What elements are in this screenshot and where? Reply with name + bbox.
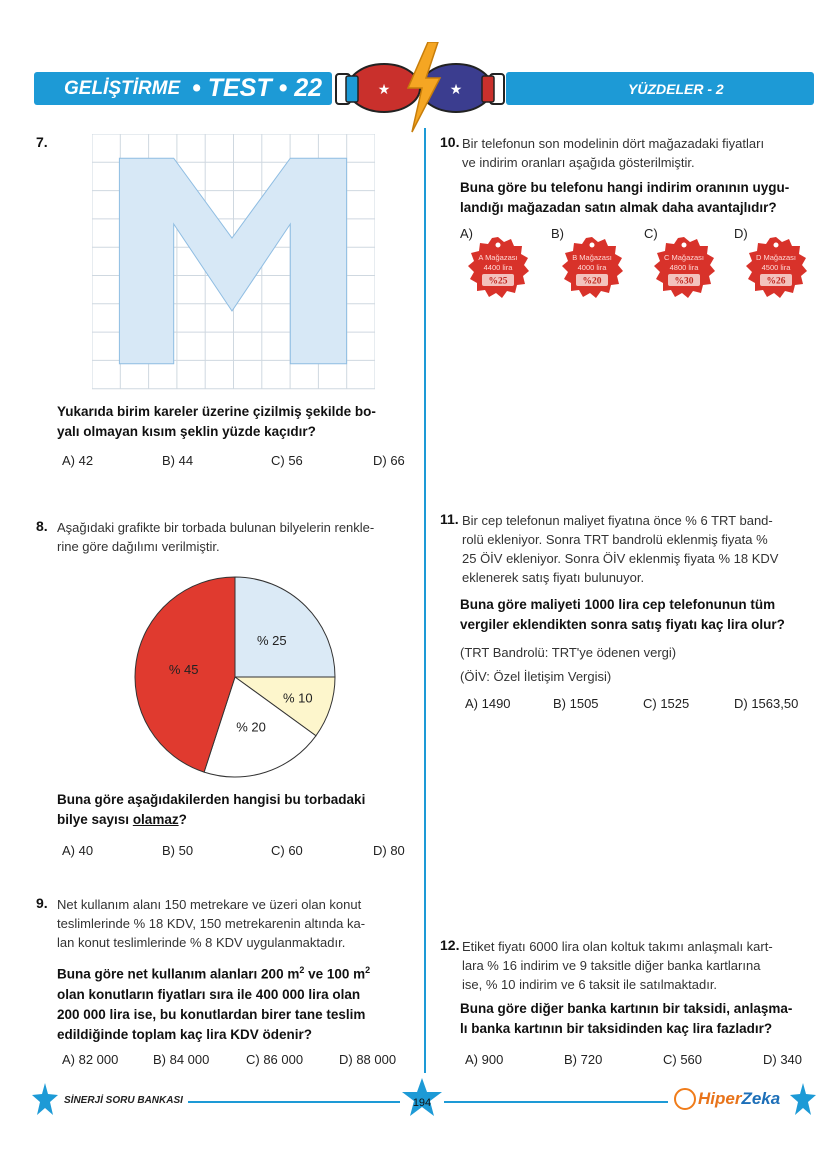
footer-right-star-icon: [790, 1083, 816, 1117]
brand-name-zeka: Zeka: [741, 1089, 781, 1108]
q10-tag-d-store: D Mağazası: [755, 253, 797, 262]
q12-option-a[interactable]: A) 900: [465, 1052, 504, 1067]
footer-series: SİNERJİ SORU BANKASI: [64, 1095, 183, 1106]
q11-option-b[interactable]: B) 1505: [553, 696, 599, 711]
q7-option-a[interactable]: A) 42: [62, 453, 94, 468]
q8-question-mark: ?: [178, 812, 187, 827]
q10-tag-a-discount: %25: [488, 276, 508, 287]
q12-question: Buna göre diğer banka kartının bir taksidi, anlaşma- lı banka kartının bir taksidinden kaç lira fazladır?: [460, 1001, 793, 1036]
footer-line-left: [188, 1101, 400, 1103]
q10-tag-a-store: A Mağazası: [478, 253, 518, 262]
q10-price-tag-b[interactable]: [560, 236, 624, 300]
q9-option-b[interactable]: B) 84 000: [153, 1052, 210, 1067]
q11-option-d[interactable]: D) 1563,50: [734, 696, 799, 711]
q10-option-c-letter[interactable]: C): [644, 226, 658, 241]
q10-price-tag-c[interactable]: [652, 236, 716, 300]
q10-tag-c-price: 4800 lira: [669, 263, 699, 272]
q12-option-d[interactable]: D) 340: [763, 1052, 803, 1067]
q11-note-trt: (TRT Bandrolü: TRT'ye ödenen vergi): [460, 645, 677, 660]
footer-left-star-icon: [32, 1083, 58, 1117]
q9-option-a[interactable]: A) 82 000: [62, 1052, 119, 1067]
q9-sup-2: 2: [365, 965, 371, 975]
q9-option-d[interactable]: D) 88 000: [339, 1052, 397, 1067]
q8-intro: Aşağıdaki grafikte bir torbada bulunan bilyelerin renkle- rine göre dağılımı verilmiştir.: [57, 520, 375, 554]
header-left-title: GELİŞTİRME: [64, 78, 181, 99]
column-divider: [424, 128, 426, 1073]
q8-number: 8.: [36, 518, 48, 534]
q9-question: [57, 960, 417, 1045]
q8-option-d[interactable]: D) 80: [373, 843, 405, 858]
q12-intro: Etiket fiyatı 6000 lira olan koltuk takımı anlaşmalı kart- lara % 16 indirim ve 9 taksitle diğer banka kartlarına ise, % 10 indirim ve 6 taksit ile satılmaktadır.: [462, 939, 773, 992]
q10-tag-b-discount: %20: [582, 276, 602, 287]
q10-tag-b-price: 4000 lira: [577, 263, 607, 272]
q10-option-b-letter[interactable]: B): [551, 226, 564, 241]
q8-option-b[interactable]: B) 50: [162, 843, 194, 858]
q9-question-part2: ve 100 m: [304, 966, 366, 982]
pie-label: % 45: [168, 661, 199, 677]
q7-option-d[interactable]: D) 66: [373, 453, 405, 468]
q7-number: 7.: [36, 134, 48, 150]
q9-intro: Net kullanım alanı 150 metrekare ve üzeri olan konut teslimlerinde % 18 KDV, 150 metrekarenin altında ka- lan konut teslimlerinde % 8 KDV uygulanmaktadır.: [57, 897, 366, 950]
q11-option-a[interactable]: A) 1490: [465, 696, 511, 711]
test-label: • TEST • 22: [192, 74, 323, 102]
q10-intro: Bir telefonun son modelinin dört mağazadaki fiyatları ve indirim oranları aşağıda gösterilmiştir.: [462, 136, 765, 170]
brand-logo-icon: [674, 1088, 696, 1110]
footer-line-right: [444, 1101, 668, 1103]
page-number: 194: [412, 1097, 432, 1109]
q11-question: Buna göre maliyeti 1000 lira cep telefonunun tüm vergiler eklendikten sonra satış fiyatı kaç lira olur?: [460, 597, 785, 632]
pie-label: % 25: [256, 633, 287, 649]
q11-intro: Bir cep telefonun maliyet fiyatına önce % 6 TRT band- rolü ekleniyor. Sonra TRT bandrolü eklenmiş fiyata % 25 ÖİV ekleniyor. Sonra ÖİV eklenmiş fiyata % 18 KDV eklenerek satış fiyatı bulunuyor.: [462, 513, 779, 585]
q9-question-part1: Buna göre net kullanım alanları 200 m: [57, 966, 300, 982]
q11-option-c[interactable]: C) 1525: [643, 696, 690, 711]
q10-option-a-letter[interactable]: A): [460, 226, 473, 241]
pie-slice: [235, 577, 335, 677]
q7-question: Yukarıda birim kareler üzerine çizilmiş şekilde bo- yalı olmayan kısım şeklin yüzde kaçıdır?: [57, 404, 376, 439]
boxing-gloves-lightning-icon: [332, 42, 508, 134]
q7-option-b[interactable]: B) 44: [162, 453, 194, 468]
q7-grid-figure: [92, 134, 375, 390]
q10-tag-d-discount: %26: [766, 276, 786, 287]
q8-question-text: Buna göre aşağıdakilerden hangisi bu torbadaki bilye sayısı: [57, 792, 366, 827]
q10-option-d-letter[interactable]: D): [734, 226, 748, 241]
svg-text:★: ★: [377, 82, 391, 98]
q9-sup-1: 2: [299, 965, 305, 975]
q8-option-c[interactable]: C) 60: [271, 843, 303, 858]
q11-number: 11.: [440, 511, 459, 527]
q10-tag-d-price: 4500 lira: [761, 263, 791, 272]
q10-tag-b-store: B Mağazası: [572, 253, 612, 262]
brand-name: [698, 1089, 780, 1109]
header-right-title: YÜZDELER - 2: [628, 81, 724, 97]
q10-price-tag-a[interactable]: [466, 236, 530, 300]
q9-option-c[interactable]: C) 86 000: [246, 1052, 304, 1067]
page-number-star: [402, 1078, 442, 1118]
q8-question: [57, 790, 412, 830]
pie-label: % 20: [236, 719, 266, 735]
q8-option-a[interactable]: A) 40: [62, 843, 94, 858]
q10-tag-a-price: 4400 lira: [483, 263, 513, 272]
q7-option-c[interactable]: C) 56: [271, 453, 303, 468]
q10-price-tag-d[interactable]: [744, 236, 808, 300]
q11-note-oiv: (ÖİV: Özel İletişim Vergisi): [460, 669, 612, 684]
q10-question: Buna göre bu telefonu hangi indirim oranının uygu- landığı mağazadan satın almak daha avantajlıdır?: [460, 180, 790, 215]
svg-text:★: ★: [449, 82, 463, 98]
q12-number: 12.: [440, 937, 460, 953]
q10-tag-c-store: C Mağazası: [663, 253, 705, 262]
brand-name-hiper: Hiper: [698, 1089, 742, 1108]
q8-question-underlined: olamaz: [132, 812, 179, 827]
pie-label: % 10: [282, 690, 313, 706]
q10-number: 10.: [440, 134, 460, 150]
q12-option-c[interactable]: C) 560: [663, 1052, 703, 1067]
q8-pie-chart: [130, 572, 340, 782]
q10-tag-c-discount: %30: [674, 276, 694, 287]
q9-question-rest: olan konutların fiyatları sıra ile 400 000 lira olan 200 000 lira ise, bu konutlardan birer tane teslim edildiğinde toplam kaç lira KDV ödenir?: [57, 986, 366, 1042]
q12-option-b[interactable]: B) 720: [564, 1052, 603, 1067]
q9-number: 9.: [36, 895, 48, 911]
